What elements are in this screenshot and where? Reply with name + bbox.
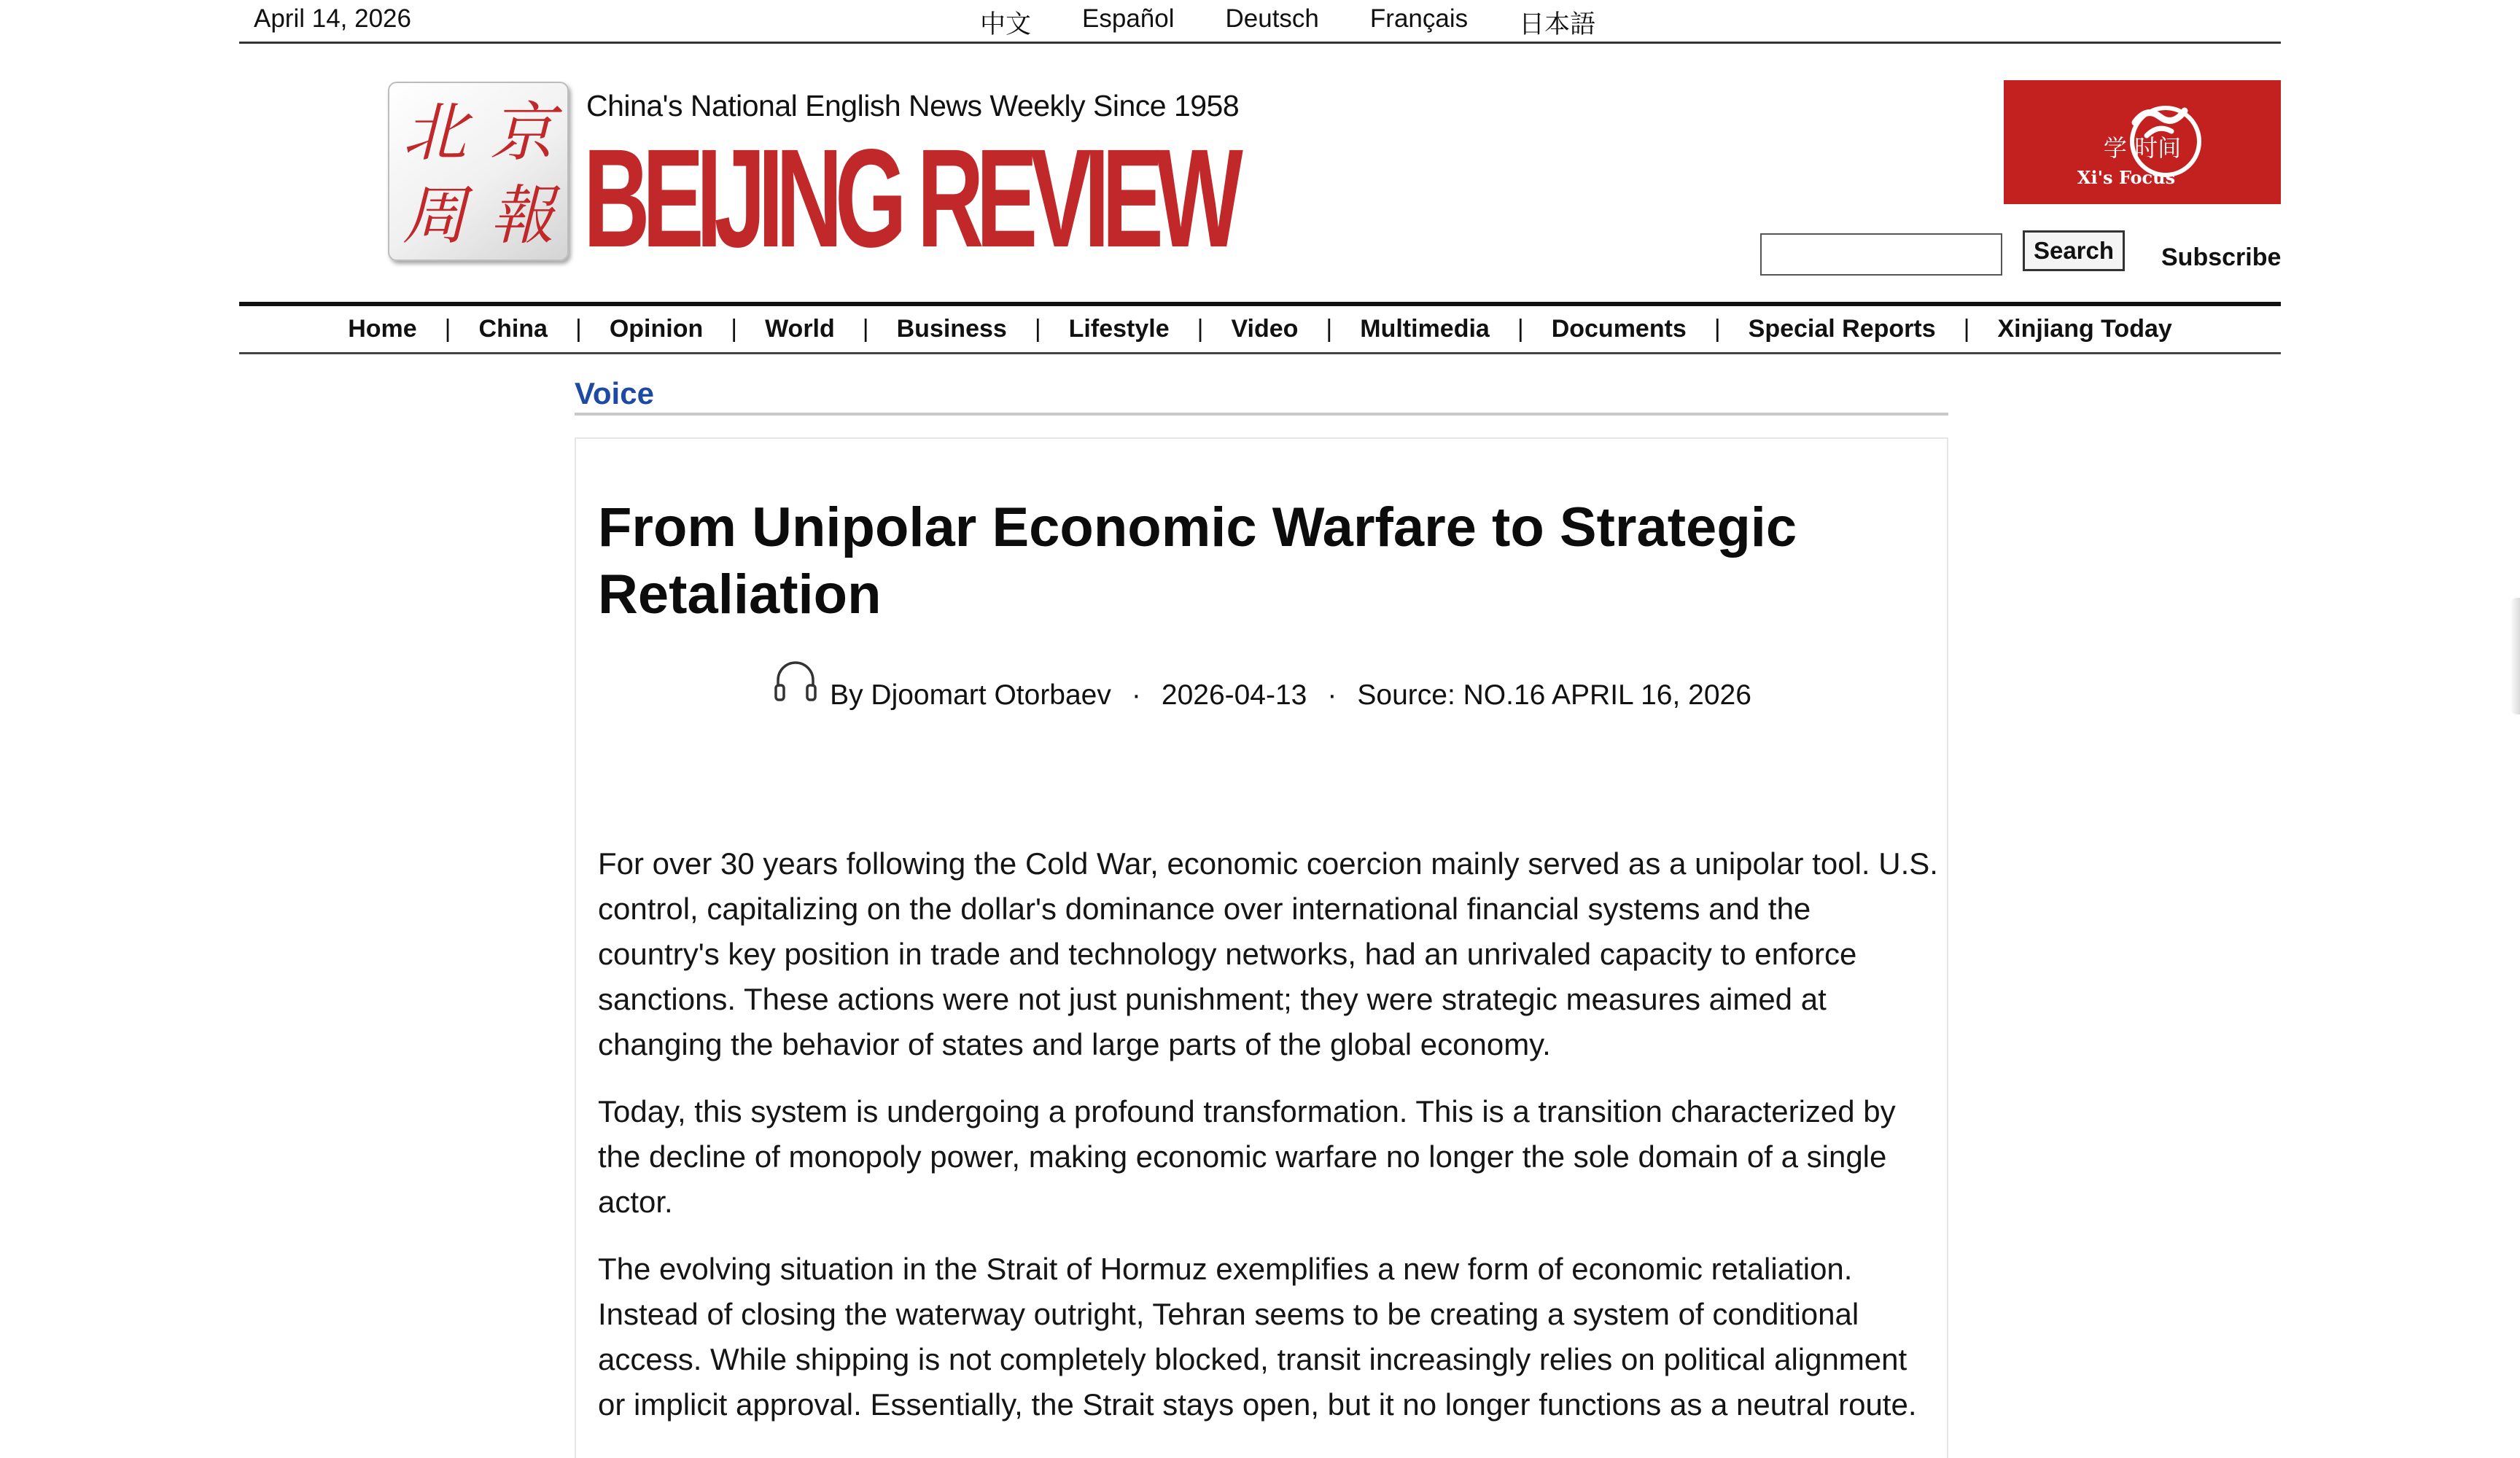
xi-focus-banner[interactable]	[2004, 80, 2281, 204]
top-bar	[239, 0, 2281, 44]
svg-text:周: 周	[402, 178, 467, 253]
article-body	[598, 841, 1940, 1449]
masthead-tagline: China's National English News Weekly Since 1958	[586, 89, 1240, 122]
nav-xinjiang-today[interactable]: Xinjiang Today	[1997, 315, 2172, 343]
article-paragraph: Today, this system is undergoing a profound transformation. This is a transition characterized by the decline of monopoly power, making economic warfare no longer the sole domain of a single actor.	[598, 1094, 1896, 1219]
nav-opinion[interactable]: Opinion	[609, 315, 704, 343]
article-source: Source: NO.16 APRIL 16, 2026	[1357, 679, 1751, 711]
article-paragraph: For over 30 years following the Cold War, economic coercion mainly served as a unipolar tool. U.S. control, capitalizing on the dollar's dominance over international financial systems and the country's key position in trade and technology networks, had an unrivaled capacity to enforce sanctions. These actions were not just punishment; they were strategic measures aimed at changing the behavior of states and large parts of the global economy.	[598, 846, 1938, 1061]
nav-business[interactable]: Business	[896, 315, 1007, 343]
search-button[interactable]: Search	[2023, 230, 2125, 271]
section-divider	[575, 413, 1948, 416]
nav-world[interactable]: World	[765, 315, 835, 343]
headphones-icon[interactable]	[771, 656, 820, 712]
nav-documents[interactable]: Documents	[1551, 315, 1687, 343]
byline-separator: ·	[1131, 679, 1141, 711]
nav-video[interactable]: Video	[1231, 315, 1299, 343]
lang-chinese-link[interactable]: 中文	[980, 10, 1032, 39]
main-nav	[239, 302, 2281, 354]
nav-separator: |	[444, 315, 451, 343]
nav-separator: |	[1034, 315, 1041, 343]
nav-lifestyle[interactable]: Lifestyle	[1068, 315, 1170, 343]
byline-separator: ·	[1327, 679, 1337, 711]
nav-separator: |	[1963, 315, 1970, 343]
section-label-voice[interactable]: Voice	[575, 376, 654, 410]
logo-calligraphy-icon	[389, 83, 569, 261]
nav-home[interactable]: Home	[348, 315, 417, 343]
svg-text:京: 京	[489, 95, 555, 170]
lang-french-link[interactable]: Français	[1369, 4, 1469, 33]
search-input[interactable]	[1760, 233, 2002, 276]
beijing-review-logo-seal[interactable]	[388, 82, 569, 261]
nav-separator: |	[1517, 315, 1524, 343]
nav-separator: |	[862, 315, 869, 343]
article-container	[575, 437, 1948, 1458]
subscribe-link[interactable]: Subscribe	[2161, 243, 2282, 271]
nav-separator: |	[1714, 315, 1721, 343]
article-date: 2026-04-13	[1161, 679, 1307, 711]
svg-text:北: 北	[402, 95, 467, 170]
svg-text:報: 報	[489, 178, 555, 253]
nav-multimedia[interactable]: Multimedia	[1360, 315, 1490, 343]
nav-separator: |	[1197, 315, 1204, 343]
article-byline	[576, 656, 1947, 712]
nav-china[interactable]: China	[478, 315, 548, 343]
xi-focus-logo-icon	[2004, 80, 2281, 204]
masthead-wordmark[interactable]: BEIJING REVIEW	[583, 120, 1236, 276]
nav-separator: |	[575, 315, 582, 343]
language-switcher	[980, 4, 1595, 41]
nav-special-reports[interactable]: Special Reports	[1748, 315, 1936, 343]
article-title: From Unipolar Economic Warfare to Strategic Retaliation	[598, 496, 1797, 625]
scroll-edge-shadow	[2510, 598, 2520, 714]
nav-separator: |	[1326, 315, 1333, 343]
nav-separator: |	[731, 315, 738, 343]
svg-text:学 时间: 学 时间	[2103, 134, 2182, 162]
current-date: April 14, 2026	[254, 4, 411, 33]
svg-text:Xi's Focus: Xi's Focus	[2077, 167, 2176, 188]
article-author: By Djoomart Otorbaev	[830, 679, 1111, 711]
lang-japanese-link[interactable]: 日本語	[1519, 10, 1596, 39]
lang-spanish-link[interactable]: Español	[1082, 4, 1175, 33]
lang-german-link[interactable]: Deutsch	[1225, 4, 1319, 33]
article-paragraph: The evolving situation in the Strait of Hormuz exemplifies a new form of economic retaliation. Instead of closing the waterway outright, Tehran seems to be creating a system of conditional access. While shipping is not completely blocked, transit increasingly relies on political alignment or implicit approval. Essentially, the Strait stays open, but it no longer functions as a neutral route.	[598, 1252, 1917, 1422]
